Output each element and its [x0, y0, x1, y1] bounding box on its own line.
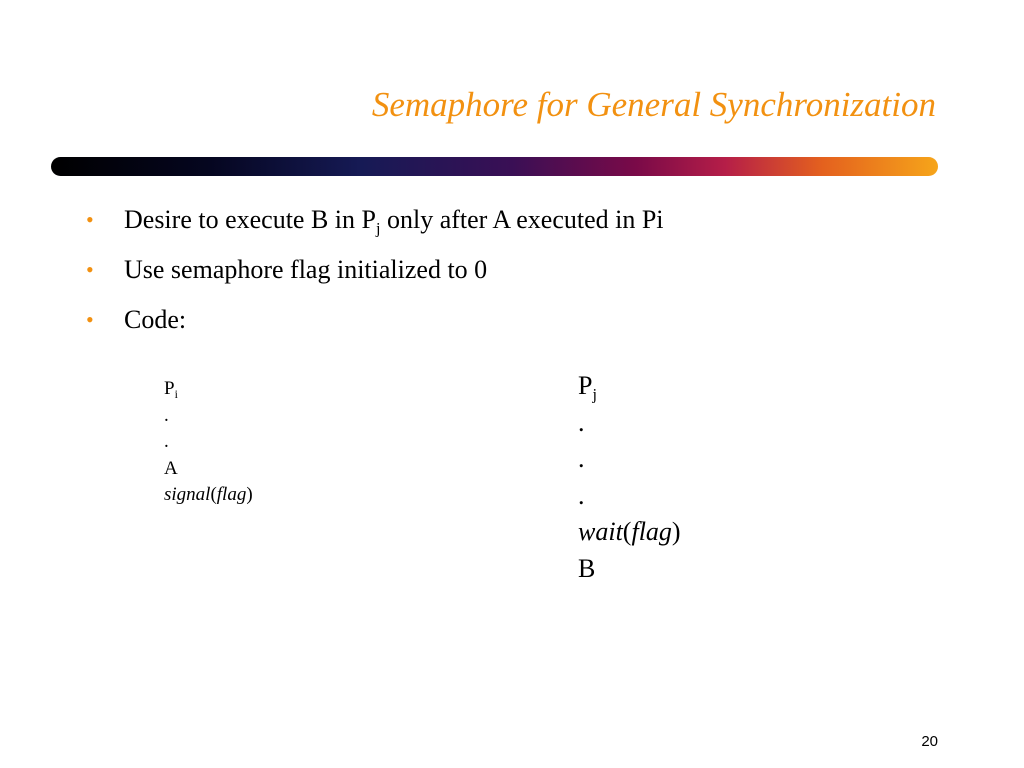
bullet-item-semaphore	[86, 254, 664, 286]
signal-function-name: signal	[164, 484, 211, 505]
code-ellipsis-dot: .	[164, 431, 169, 452]
signal-call	[164, 482, 253, 509]
statement-a: A	[164, 457, 178, 479]
open-paren: (	[622, 517, 632, 546]
close-paren: )	[246, 484, 253, 505]
process-letter: P	[578, 371, 593, 400]
process-letter: P	[164, 378, 175, 399]
code-ellipsis-dot: .	[578, 407, 585, 437]
bullet-marker-icon: •	[86, 257, 94, 282]
wait-call	[578, 514, 681, 551]
code-ellipsis-dot: .	[164, 404, 169, 426]
flag-argument: flag	[631, 517, 672, 546]
process-subscript: j	[592, 386, 597, 404]
bullet-text-pre: Desire to execute B in P	[124, 205, 376, 234]
bullet-item-desire	[86, 204, 664, 236]
close-paren: )	[671, 517, 681, 546]
page-number: 20	[921, 733, 938, 750]
wait-function-name: wait	[578, 517, 623, 546]
bullet-text-post: only after A executed in Pi	[380, 205, 664, 234]
bullet-text: Code:	[124, 305, 187, 334]
open-paren: (	[210, 484, 217, 505]
bullet-subscript: j	[376, 220, 381, 238]
bullet-marker-icon: •	[86, 207, 94, 232]
bullet-list	[86, 204, 664, 354]
process-label-pi	[164, 376, 253, 403]
code-ellipsis-dot: .	[578, 444, 585, 473]
title-divider-bar	[51, 157, 938, 176]
code-block-pi	[164, 376, 253, 509]
bullet-text: Use semaphore flag initialized to 0	[124, 255, 488, 284]
statement-b: B	[578, 553, 596, 583]
process-subscript: i	[174, 388, 178, 402]
flag-argument: flag	[216, 484, 247, 505]
code-block-pj	[578, 368, 681, 587]
process-label-pj	[578, 368, 681, 405]
code-ellipsis-dot: .	[578, 480, 585, 510]
bullet-marker-icon: •	[86, 307, 94, 332]
bullet-item-code	[86, 304, 664, 336]
slide-title: Semaphore for General Synchronization	[371, 85, 936, 124]
